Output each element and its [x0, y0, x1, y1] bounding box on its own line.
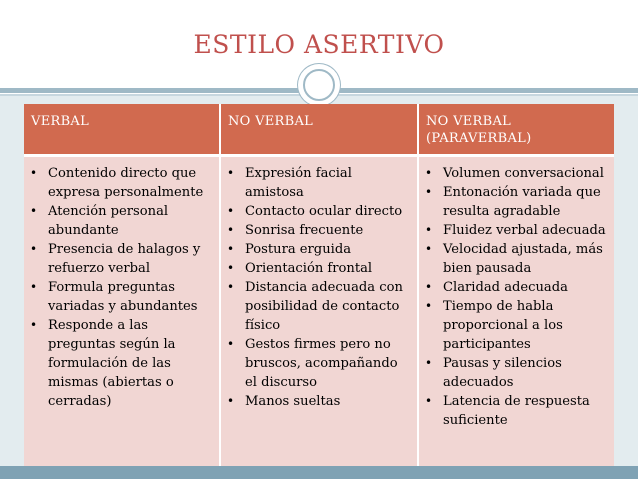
bullet-dot-icon: • [227, 261, 235, 275]
bullet-dot-icon: • [425, 185, 433, 199]
bullet-dot-icon: • [30, 204, 38, 218]
bullet-dot-icon: • [227, 242, 235, 256]
bullet-dot-icon: • [425, 299, 433, 313]
list-item-text: Fluidez verbal adecuada [443, 223, 606, 238]
bullet-dot-icon: • [425, 166, 433, 180]
header-row [24, 104, 614, 156]
list-item [425, 240, 610, 278]
list-item [227, 259, 413, 278]
list-item [227, 278, 413, 335]
cell-verbal [24, 156, 220, 469]
list-item [425, 278, 610, 297]
list-item-text: Formula preguntas variadas y abundantes [48, 280, 198, 314]
list-item-text: Claridad adecuada [443, 280, 568, 295]
list-item [425, 392, 610, 430]
list-paraverbal [425, 164, 610, 430]
list-item [227, 335, 413, 392]
list-item [30, 164, 215, 202]
bullet-dot-icon: • [425, 280, 433, 294]
bullet-dot-icon: • [425, 356, 433, 370]
list-item-text: Entonación variada que resulta agradable [443, 185, 601, 219]
list-item [30, 278, 215, 316]
bottom-strip [0, 466, 638, 479]
list-item-text: Orientación frontal [245, 261, 373, 276]
list-item-text: Sonrisa frecuente [245, 223, 364, 238]
list-item-text: Contacto ocular directo [245, 204, 403, 219]
list-no-verbal [227, 164, 413, 411]
cell-no-verbal [220, 156, 418, 469]
content-row [24, 156, 614, 469]
bullet-dot-icon: • [227, 204, 235, 218]
list-item-text: Manos sueltas [245, 394, 341, 409]
bullet-dot-icon: • [425, 223, 433, 237]
list-item-text: Presencia de halagos y refuerzo verbal [48, 242, 201, 276]
list-item-text: Contenido directo que expresa personalmente [48, 166, 204, 200]
bullet-dot-icon: • [30, 318, 38, 332]
bullet-dot-icon: • [227, 166, 235, 180]
bullet-dot-icon: • [30, 280, 38, 294]
header-no-verbal: NO VERBAL [220, 104, 418, 156]
list-item [425, 221, 610, 240]
list-item-text: Tiempo de habla proporcional a los participantes [443, 299, 563, 352]
list-item [227, 240, 413, 259]
list-item-text: Atención personal abundante [48, 204, 169, 238]
circle-ornament-icon [298, 64, 340, 106]
bullet-dot-icon: • [227, 280, 235, 294]
list-item-text: Velocidad ajustada, más bien pausada [443, 242, 603, 276]
list-item-text: Latencia de respuesta suficiente [443, 394, 590, 428]
list-item [227, 221, 413, 240]
slide-title: ESTILO ASERTIVO [193, 30, 445, 59]
bullet-dot-icon: • [227, 394, 235, 408]
list-item [30, 240, 215, 278]
circle-ornament-inner-icon [303, 69, 335, 101]
comparison-table [24, 104, 614, 468]
list-item [425, 297, 610, 354]
bullet-dot-icon: • [30, 166, 38, 180]
header-verbal: VERBAL [24, 104, 220, 156]
list-item [30, 202, 215, 240]
bullet-dot-icon: • [30, 242, 38, 256]
bullet-dot-icon: • [227, 223, 235, 237]
list-item [30, 316, 215, 411]
list-item [227, 202, 413, 221]
bullet-dot-icon: • [425, 242, 433, 256]
list-item-text: Gestos firmes pero no bruscos, acompañando el discurso [245, 337, 398, 390]
cell-paraverbal [418, 156, 614, 469]
list-item-text: Expresión facial amistosa [245, 166, 352, 200]
list-item-text: Pausas y silencios adecuados [443, 356, 562, 390]
list-verbal [30, 164, 215, 411]
list-item [425, 354, 610, 392]
list-item [425, 164, 610, 183]
list-item-text: Responde a las preguntas según la formulación de las mismas (abiertas o cerradas) [48, 318, 176, 409]
header-paraverbal: NO VERBAL (PARAVERBAL) [418, 104, 614, 156]
list-item [425, 183, 610, 221]
list-item-text: Distancia adecuada con posibilidad de contacto físico [245, 280, 403, 333]
list-item-text: Postura erguida [245, 242, 352, 257]
bullet-dot-icon: • [425, 394, 433, 408]
list-item [227, 164, 413, 202]
list-item [227, 392, 413, 411]
list-item-text: Volumen conversacional [443, 166, 604, 181]
bullet-dot-icon: • [227, 337, 235, 351]
